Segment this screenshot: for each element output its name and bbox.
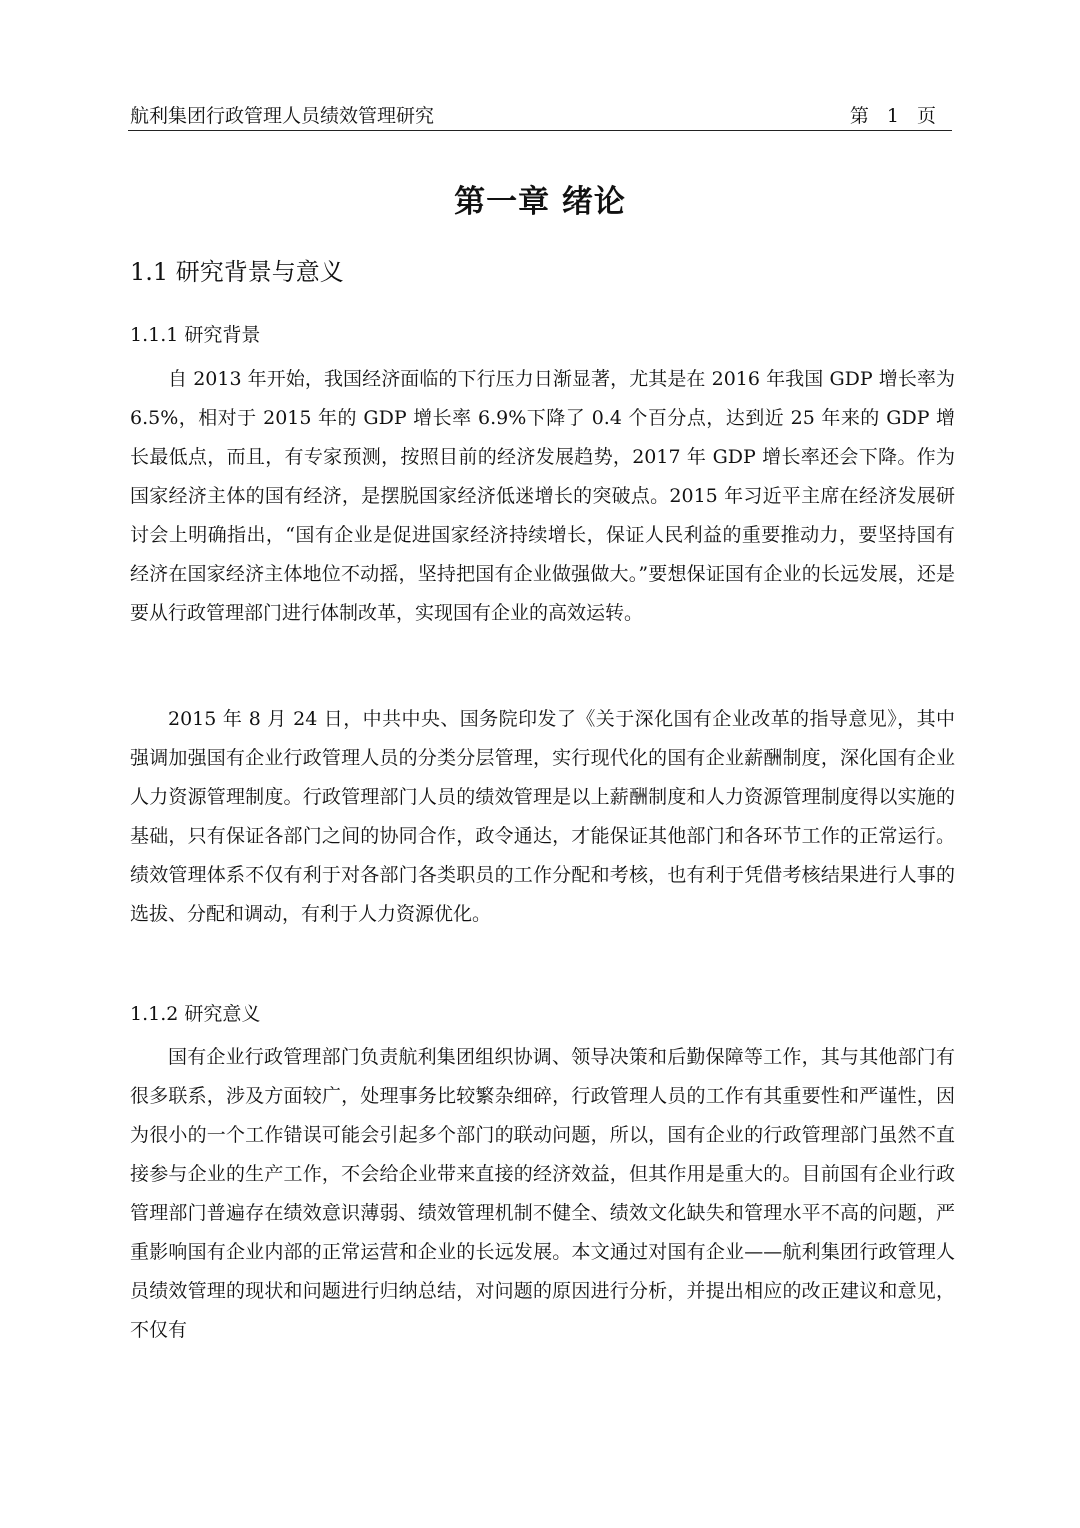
- page-number: 第 1 页: [849, 105, 942, 127]
- paragraph: 2015 年 8 月 24 日，中共中央、国务院印发了《关于深化国有企业改革的指导意见》，其中强调加强国有企业行政管理人员的分类分层管理，实行现代化的国有企业薪酬制度，深化国有企业人力资源管理制度。行政管理部门人员的绩效管理是以上薪酬制度和人力资源管理制度得以实施的基础，只有保证各部门之间的协同合作，政令通达，才能保证其他部门和各环节工作的正常运行。绩效管理体系不仅有利于对各部门各类职员的工作分配和考核，也有利于凭借考核结果进行人事的选拔、分配和调动，有利于人力资源优化。: [130, 708, 955, 925]
- running-header: [128, 104, 952, 131]
- section-title-1-1: 1.1 研究背景与意义: [130, 258, 344, 286]
- subsection-title-1-1-1: 1.1.1 研究背景: [130, 324, 261, 346]
- header-title: 航利集团行政管理人员绩效管理研究: [130, 105, 435, 127]
- paragraph: 国有企业行政管理部门负责航利集团组织协调、领导决策和后勤保障等工作，其与其他部门有很多联系，涉及方面较广，处理事务比较繁杂细碎，行政管理人员的工作有其重要性和严谨性，因为很小的一个工作错误可能会引起多个部门的联动问题，所以，国有企业的行政管理部门虽然不直接参与企业的生产工作，不会给企业带来直接的经济效益，但其作用是重大的。目前国有企业行政管理部门普遍存在绩效意识薄弱、绩效管理机制不健全、绩效文化缺失和管理水平不高的问题，严重影响国有企业内部的正常运营和企业的长远发展。本文通过对国有企业——航利集团行政管理人员绩效管理的现状和问题进行归纳总结，对问题的原因进行分析，并提出相应的改正建议和意见，不仅有: [130, 1046, 955, 1341]
- subsection-title-1-1-2: 1.1.2 研究意义: [130, 1003, 261, 1025]
- paragraph: 自 2013 年开始，我国经济面临的下行压力日渐显著，尤其是在 2016 年我国 GDP 增长率为 6.5%，相对于 2015 年的 GDP 增长率 6.9%下降了 0.4 个百分点，达到近 25 年来的 GDP 增长最低点，而且，有专家预测，按照目前的经济发展趋势，2017 年 GDP 增长率还会下降。作为国家经济主体的国有经济，是摆脱国家经济低迷增长的突破点。2015 年习近平主席在经济发展研讨会上明确指出，“国有企业是促进国家经济持续增长，保证人民利益的重要推动力，要坚持国有经济在国家经济主体地位不动摇，坚持把国有企业做强做大。”要想保证国有企业的长远发展，还是要从行政管理部门进行体制改革，实现国有企业的高效运转。: [130, 368, 955, 624]
- chapter-title: 第一章 绪论: [454, 184, 626, 220]
